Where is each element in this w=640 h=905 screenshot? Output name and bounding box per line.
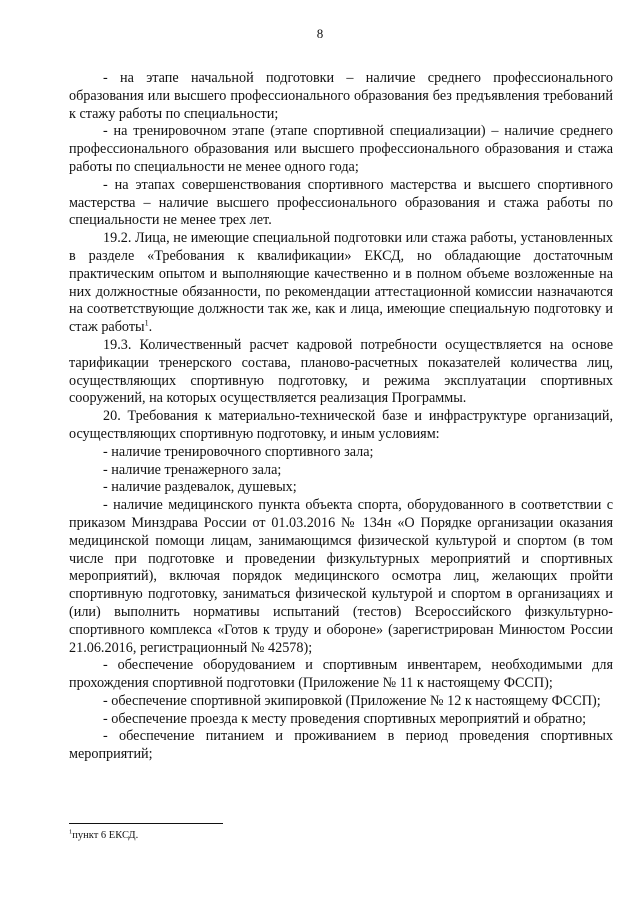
footnote-reference: 1 (144, 318, 149, 328)
list-item-meals-accommodation: - обеспечение питанием и проживанием в период проведения спортивных мероприятий; (69, 728, 613, 763)
footnote-divider (69, 823, 223, 824)
list-item-medical-point: - наличие медицинского пункта объекта спорта, оборудованного в соответствии с приказом Минздрава России от 01.03.2016 № 134н «О Порядке организации оказания медицинской помощи лицам, занимающимся физической культурой и спортом (в том числе при подготовке и проведении физкультурных мероприятий и спортивных мероприятий), включая порядок медицинского осмотра лиц, желающих пройти спортивную подготовку, заниматься физической культурой и спортом в организациях и (или) выполнить нормативы испытаний (тестов) Всероссийского физкультурно-спортивного комплекса «Готов к труду и обороне» (зарегистрирован Минюстом России 21.06.2016, регистрационный № 42578); (69, 497, 613, 656)
page-number: 8 (316, 26, 324, 41)
footnote (69, 830, 138, 842)
footnote-marker: 1 (69, 828, 73, 836)
footnote-text: пункт 6 ЕКСД. (72, 830, 139, 841)
paragraph-19-3: 19.3. Количественный расчет кадровой потребности осуществляется на основе тарификации тренерского состава, планово-расчетных показателей количества лиц, осуществляющих спортивную подготовку, и режима эксплуатации спортивных сооружений, на которых осуществляется реализация Программы. (69, 336, 613, 407)
paragraph-initial-stage: - на этапе начальной подготовки – наличие среднего профессионального образования или высшего профессионального образования без предъявления требований к стажу работы по специальности; (69, 70, 613, 122)
document-body (69, 70, 613, 764)
paragraph-19-2-text: 19.2. Лица, не имеющие специальной подготовки или стажа работы, установленных в разделе «Требования к квалификации» ЕКСД, но обладающие достаточным практическим опытом и выполняющие качественно и в полном объеме возложенные на них должностные обязанности, по рекомендации аттестационной комиссии назначаются на соответствующие должности так же, как и лица, имеющие специальную подготовку и стаж работы (69, 230, 613, 336)
paragraph-19-2: 19.2. Лица, не имеющие специальной подготовки или стажа работы, установленных в разделе «Требования к квалификации» ЕКСД, но обладающие достаточным практическим опытом и выполняющие качественно и в полном объеме возложенные на них должностные обязанности, по рекомендации аттестационной комиссии назначаются на соответствующие должности так же, как и лица, имеющие специальную подготовку и стаж работы$^1$. (69, 230, 613, 336)
paragraph-mastery-stage: - на этапах совершенствования спортивного мастерства и высшего спортивного мастерства – наличие высшего профессионального образования и стажа работы по специальности не менее трех лет. (69, 176, 613, 229)
paragraph-training-stage: - на тренировочном этапе (этапе спортивной специализации) – наличие среднего профессионального образования или высшего профессионального образования и стажа работы по специальности не менее одного года; (69, 123, 613, 175)
list-item-gym: - наличие тренажерного зала; (103, 461, 282, 478)
list-item-travel: - обеспечение проезда к месту проведения спортивных мероприятий и обратно; (103, 710, 587, 727)
paragraph-20: 20. Требования к материально-технической базе и инфраструктуре организаций, осуществляющих спортивную подготовку, и иным условиям: (69, 408, 613, 442)
list-item-sports-gear: - обеспечение спортивной экипировкой (Приложение № 12 к настоящему ФССП); (103, 692, 601, 709)
list-item-locker-rooms: - наличие раздевалок, душевых; (103, 479, 297, 496)
list-item-training-hall: - наличие тренировочного спортивного зала; (103, 443, 374, 460)
list-item-equipment: - обеспечение оборудованием и спортивным инвентарем, необходимыми для прохождения спортивной подготовки (Приложение № 11 к настоящему ФССП); (69, 657, 613, 692)
